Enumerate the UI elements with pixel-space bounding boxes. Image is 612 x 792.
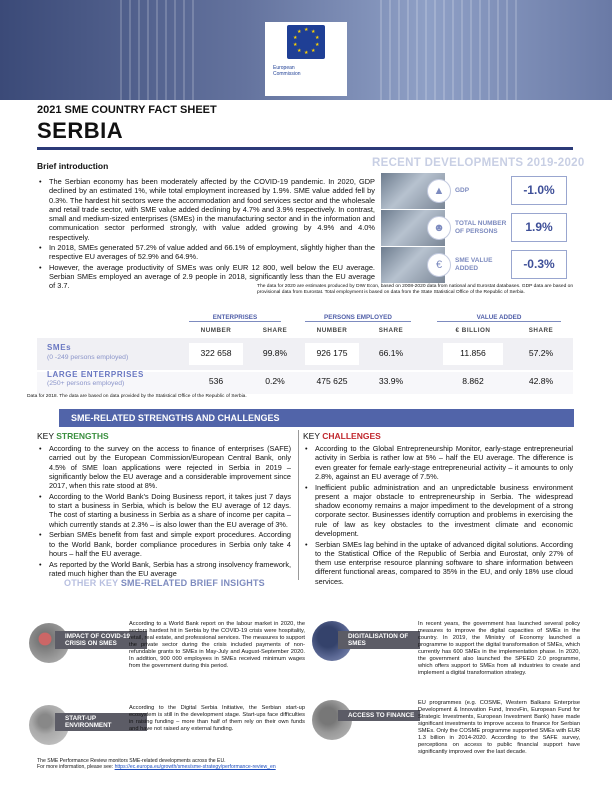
group-header: ENTERPRISES xyxy=(189,314,281,322)
building-facade xyxy=(120,0,200,100)
column-header: SHARE xyxy=(528,327,554,334)
chart-icon: ▲ xyxy=(427,179,451,203)
kpi-employment xyxy=(381,210,573,246)
list-item: • In 2018, SMEs generated 57.2% of value added and 66.1% of employment, slightly higher than the respective EU averages of 52.9% and 64.9%. xyxy=(37,243,375,262)
insight-startup xyxy=(29,705,311,755)
strengths-list xyxy=(37,444,291,580)
footer-line1: The SME Performance Review monitors SME-related developments across the EU. xyxy=(37,758,226,764)
kpi-label: GDP xyxy=(447,176,507,206)
org-line2: Commission xyxy=(273,71,301,77)
table-row xyxy=(37,338,573,370)
challenges-list xyxy=(303,444,573,587)
eu-flag-icon: ★ ★ ★ ★ ★ ★ ★ ★ ★ ★ xyxy=(287,25,325,59)
list-item: • Inefficient public administration and an unpredictable business environment present a major obstacle to entrepreneurship in Serbia. The widespread shadow economy remains a major impediment to the development of a strong corporate sector. Businesses identify corruption and problems in exercising the rule of law as key obstacles to the investment climate and economic development. xyxy=(303,483,573,539)
kpi-label: TOTAL NUMBER OF PERSONS xyxy=(447,213,507,243)
insight-text: EU programmes (e.g. COSME, Western Balkans Enterprise Development & Innovation Fund, InnovFin, European Fund for Strategic Investments, European Investment Bank) have made significant investments to improve access to finance for Serbian SMEs. Only the COSME programme supported SMEs with EUR 1.3 billion in 2014-2020. According to the SAFE survey, perceptions on access to public financial support have significantly improved over the last decade. xyxy=(418,700,580,755)
row-title: SMEs xyxy=(47,343,72,352)
list-item: • The Serbian economy has been moderately affected by the COVID-19 pandemic. In 2020, GDP declined by an estimated 1%, while total employment increased by 1.9%. SME value added fell by 0.3%. The hardest hit sectors were the accommodation and food services sector and the wholesale and retail trade sector, with SME value added declining by 4.7% and 3.9% respectively. In contrast, small and medium-sized enterprises (SMEs) in the manufacturing sector and in the information and communication sector performed strongly, with value added growing by 4.9% and 4.0% respectively. xyxy=(37,177,375,242)
building-facade xyxy=(380,0,520,100)
group-header: PERSONS EMPLOYED xyxy=(305,314,411,322)
insight-label: ACCESS TO FINANCE xyxy=(338,710,420,721)
brief-intro-list xyxy=(37,177,375,292)
people-icon: ☻ xyxy=(427,216,451,240)
table-cell: 536 xyxy=(208,376,224,386)
kpi-value: 1.9% xyxy=(511,213,567,242)
euro-icon: € xyxy=(427,253,451,277)
list-item: • According to the World Bank’s Doing Business report, it takes just 7 days to start a business in Serbia, which is below the EU average of 12 days. The cost of starting a business in Serbia as a share of income per capita – which currently stands at 2.3% – is also lower than the EU average of 3%. xyxy=(37,492,291,529)
table-cell: 475 625 xyxy=(316,376,348,386)
performance-review-link[interactable]: https://ec.europa.eu/growth/smes/sme-strategy/performance-review_en xyxy=(114,764,276,771)
kpi-value: -0.3% xyxy=(511,250,567,279)
table-note: Data for 2018. The data are based on data provided by the Statistical Office of the Republic of Serbia. xyxy=(27,394,247,399)
group-header: VALUE ADDED xyxy=(437,314,561,322)
insight-text: According to a World Bank report on the labour market in 2020, the sectors hardest hit in Serbia by the COVID-19 crisis were hospitality, retail, real estate, and professional services. The measures to support the private sector during the crisis included payments of non-refundable grants to SMEs in May-July and August-September 2020. In addition, 900 000 employees in SMEs received minimum wages from the government during this period. xyxy=(129,621,305,669)
title-divider xyxy=(37,147,573,150)
table-cell: 926 175 xyxy=(316,348,348,358)
table-cell: 57.2% xyxy=(528,348,554,358)
insight-finance xyxy=(312,700,580,782)
list-item: • As reported by the World Bank, Serbia has a strong insolvency framework, rated much higher than the EU average xyxy=(37,560,291,579)
country-title: SERBIA xyxy=(37,118,124,143)
key-challenges-heading xyxy=(303,431,381,441)
brief-intro-heading: Brief introduction xyxy=(37,161,109,171)
column-header: NUMBER xyxy=(316,327,348,334)
table-cell: 33.9% xyxy=(378,376,404,386)
heading-word: STRENGTHS xyxy=(56,431,109,441)
column-header: € BILLION xyxy=(455,327,491,334)
table-cell: 99.8% xyxy=(262,348,288,358)
footer xyxy=(37,758,276,771)
heading-prefix: KEY xyxy=(303,431,323,441)
list-item: • According to the Global Entrepreneurship Monitor, early-stage entrepreneurial activity in Serbia is rather low at 5% – half the EU average. The difference is even greater for female early-stage entrepreneurial activity – it amounts to only 2.8%, against an EU average of 7.5%. xyxy=(303,444,573,481)
row-title: LARGE ENTERPRISES xyxy=(47,370,144,379)
heading-word: CHALLENGES xyxy=(322,431,381,441)
row-subtitle: (250+ persons employed) xyxy=(47,380,125,387)
column-divider xyxy=(298,430,299,580)
insight-label: DIGITALISATION OF SMES xyxy=(338,631,420,649)
list-item: • Serbian SMEs lag behind in the uptake of advanced digital solutions. According to the Statistical Office of the Republic of Serbia and Eurostat, only 27% of them use enterprise resource planning software to share information between different functional areas, compared to 35% in the EU, and only 18% use cloud services. xyxy=(303,540,573,586)
insight-text: According to the Digital Serbia Initiative, the Serbian start-up ecosystem is still in the development stage. Start-ups face difficulties in raising funding – more than half of them rely on their own funds and have not raised any external funding. xyxy=(129,705,305,732)
org-line1: European xyxy=(273,65,295,71)
recent-developments-title: RECENT DEVELOPMENTS 2019-2020 xyxy=(372,157,585,169)
kpi-value-added xyxy=(381,247,573,283)
insight-label: START-UP ENVIRONMENT xyxy=(55,713,147,731)
title-prefix: OTHER KEY xyxy=(64,578,121,588)
row-subtitle: (0 -249 persons employed) xyxy=(47,354,129,361)
insights-title xyxy=(64,578,265,588)
fact-sheet-title: 2021 SME COUNTRY FACT SHEET xyxy=(37,104,217,116)
insight-digitalisation xyxy=(312,621,580,701)
table-cell: 42.8% xyxy=(528,376,554,386)
kpi-label: SME VALUE ADDED xyxy=(447,250,507,280)
list-item: • According to the survey on the access to finance of enterprises (SAFE) carried out by the European Commission/European Central Bank, only 4.5% of SME loan applications were rejected in Serbia in 2019 – significantly below the EU average and a considerable improvement since 2017, when this rate stood at 8%. xyxy=(37,444,291,490)
kpi-value: -1.0% xyxy=(511,176,567,205)
recent-developments-note: The data for 2020 are estimates produced by DIW Econ, based on 2008-2020 data from national and Eurostat databases. GDP data are based on provisional data from Eurostat. Total employment is based on data from the State Statistical Office of the Republic of Serbia. xyxy=(257,284,574,295)
footer-line2 xyxy=(37,764,276,770)
column-header: SHARE xyxy=(262,327,288,334)
heading-prefix: KEY xyxy=(37,431,57,441)
table-cell: 0.2% xyxy=(265,376,285,386)
table-cell: 322 658 xyxy=(200,348,232,358)
table-cell: 11.856 xyxy=(460,348,486,358)
ec-logo-text xyxy=(273,65,301,77)
column-header: NUMBER xyxy=(200,327,232,334)
sme-basic-figures-table xyxy=(37,308,573,394)
list-item: • However, the average productivity of SMEs was only EUR 12 800, well below the EU average. Serbian SMEs employed an average of 2.9 people in 2018, significantly less than the EU average of 3.7. xyxy=(37,263,375,291)
insight-label: IMPACT OF COVID-19 CRISIS ON SMES xyxy=(55,631,147,649)
table-row xyxy=(37,372,573,394)
european-commission-logo xyxy=(265,22,347,96)
table-cell: 66.1% xyxy=(378,348,404,358)
list-item: • Serbian SMEs benefit from fast and simple export procedures. According to the World Bank, border compliance procedures in Serbia only take 4 hours – half the EU average. xyxy=(37,530,291,558)
title-bold: SME-RELATED BRIEF INSIGHTS xyxy=(120,578,265,588)
table-cell: 8.862 xyxy=(462,376,484,386)
column-header: SHARE xyxy=(378,327,404,334)
kpi-gdp xyxy=(381,173,573,209)
footer-prefix: For more information, please see: xyxy=(37,764,115,771)
insight-text: In recent years, the government has launched several policy measures to improve the digital capacities of SMEs in the country. In 2019, the Ministry of Economy launched a programme to support the digital transformation of SMEs, which currently has 600 SMEs in the implementation phase. In 2020, the government also launched the SPEED 2.0 programme, which offers support to SMEs from all industries to create and implement a digital transformation strategy. xyxy=(418,621,580,676)
strengths-challenges-heading: SME-RELATED STRENGTHS AND CHALLENGES xyxy=(59,409,574,427)
key-strengths-heading xyxy=(37,431,109,441)
